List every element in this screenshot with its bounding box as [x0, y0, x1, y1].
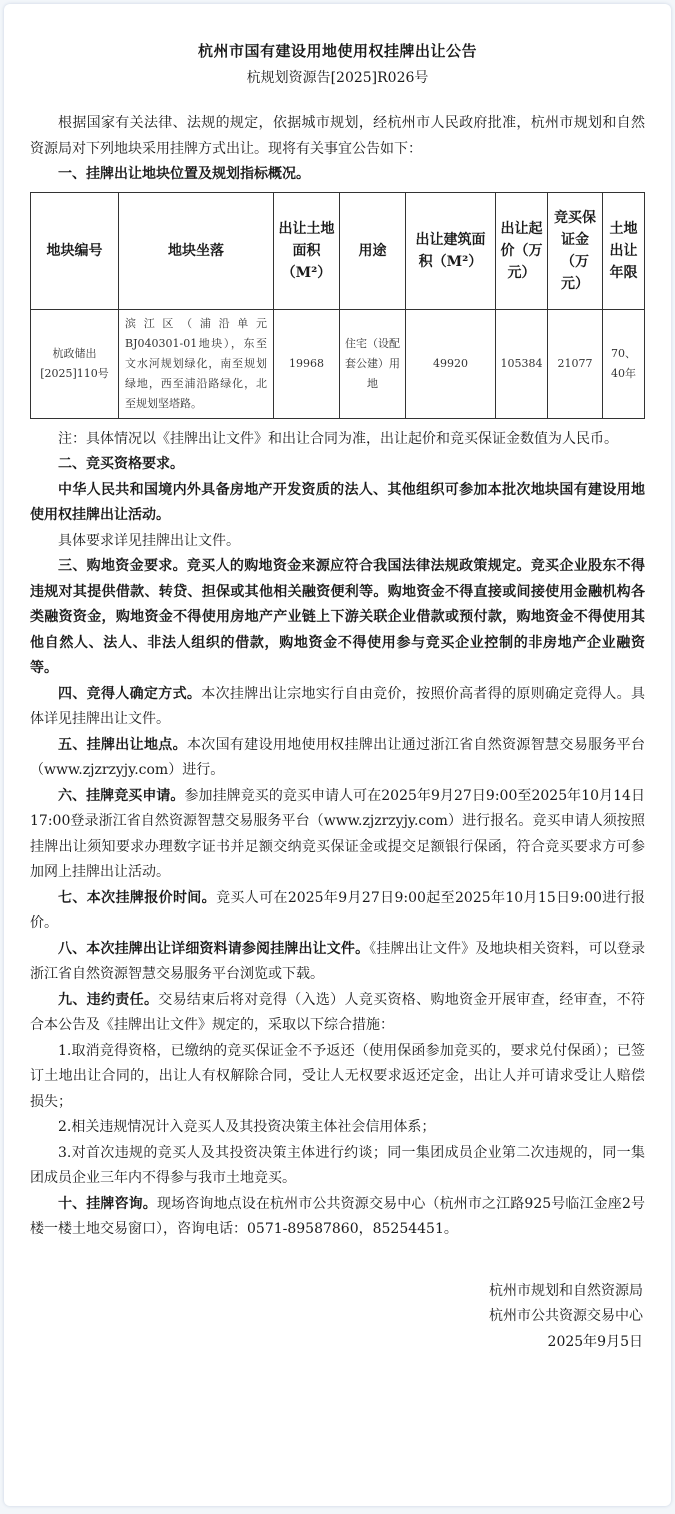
section-9-item-3: 3.对首次违规的竞买人及其投资决策主体进行约谈；同一集团成员企业第二次违规的，同一集团成员企业三年内不得参与我市土地竞买。: [30, 1144, 645, 1186]
cell-build-area: 49920: [406, 309, 496, 418]
section-5: [30, 733, 645, 784]
section-3: 三、购地资金要求。竞买人的购地资金来源应符合我国法律法规政策规定。竞买企业股东不得违规对其提供借款、转贷、担保或其他相关融资便利等。购地资金不得直接或间接使用金融机构各类融资资金，购地资金不得使用房地产产业链上下游关联企业借款或预付款，购地资金不得使用其他自然人、法人、非法人组织的借款，购地资金不得使用参与竞买企业控制的非房地产企业融资等。: [30, 558, 645, 676]
signature-block: [30, 1279, 645, 1356]
section-9-item-1: 1.取消竞得资格，已缴纳的竞买保证金不予返还（使用保函参加竞买的，要求兑付保函）；已签订土地出让合同的，出让人有权解除合同，受让人无权要求返还定金，出让人并可请求受让人赔偿损失；: [30, 1042, 645, 1110]
section-5-body: 本次国有建设用地使用权挂牌出让通过浙江省自然资源智慧交易服务平台（www.zjzrzyjy.com）进行。: [30, 736, 646, 778]
cell-land-area: 19968: [274, 309, 340, 418]
announcement-document: [4, 4, 671, 1506]
section-1-heading: 一、挂牌出让地块位置及规划指标概况。: [58, 166, 310, 182]
cell-term: 70、40年: [603, 309, 645, 418]
section-9-body: 交易结束后将对竞得（入选）人竞买资格、购地资金开展审查，经审查，不符合本公告及《挂牌出让文件》规定的，采取以下综合措施：: [30, 991, 646, 1033]
intro-paragraph: 根据国家有关法律、法规的规定，依据城市规划，经杭州市人民政府批准，杭州市规划和自然资源局对下列地块采用挂牌方式出让。现将有关事宜公告如下：: [30, 115, 645, 157]
header-build-area: 出让建筑面积（M²）: [406, 192, 496, 309]
document-number: 杭规划资源告[2025]R026号: [246, 70, 429, 86]
header-land-area: 出让土地面积（M²）: [274, 192, 340, 309]
signature-org-1: 杭州市规划和自然资源局: [489, 1282, 643, 1299]
section-9-item-2: 2.相关违规情况计入竞买人及其投资决策主体社会信用体系；: [58, 1119, 436, 1135]
signature-org-2: 杭州市公共资源交易中心: [489, 1308, 643, 1324]
section-6-body: 参加挂牌竞买的竞买申请人可在2025年9月27日9:00至2025年10月14日17:00登录浙江省自然资源智慧交易服务平台（www.zjzrzyjy.com）进行报名。竞买申请人须按照挂牌出让须知要求办理数字证书并足额交纳竞买保证金或提交足额银行保函，符合竞买要求方可参加网上挂牌出让活动。: [30, 787, 646, 880]
table-note: 注：具体情况以《挂牌出让文件》和出让合同为准，出让起价和竞买保证金数值为人民币。: [58, 430, 618, 447]
header-start-price: 出让起价（万元）: [496, 192, 548, 309]
header-location: 地块坐落: [119, 192, 274, 309]
header-use: 用途: [340, 192, 406, 309]
section-10-heading: 十、挂牌咨询。: [58, 1195, 157, 1212]
document-title: 杭州市国有建设用地使用权挂牌出让公告: [197, 42, 477, 60]
table-header-row: [31, 192, 645, 309]
section-2-detail: 具体要求详见挂牌出让文件。: [58, 532, 240, 549]
section-5-heading: 五、挂牌出让地点。: [58, 736, 187, 753]
header-parcel-id: 地块编号: [31, 192, 119, 309]
cell-use: 住宅（设配套公建）用地: [340, 309, 406, 418]
section-10: [30, 1192, 645, 1243]
table-row: [31, 309, 645, 418]
section-7: [30, 886, 645, 937]
section-2-heading: 二、竞买资格要求。: [58, 456, 184, 472]
section-6: [30, 784, 645, 886]
section-4-body: 本次挂牌出让宗地实行自由竞价，按照价高者得的原则确定竞得人。具体详见挂牌出让文件。: [30, 685, 645, 727]
section-7-body: 竞买人可在2025年9月27日9:00起至2025年10月15日9:00进行报价。: [30, 889, 646, 931]
cell-start-price: 105384: [496, 309, 548, 418]
section-8-body: 《挂牌出让文件》及地块相关资料，可以登录浙江省自然资源智慧交易服务平台浏览或下载。: [30, 940, 645, 982]
land-parcel-table: [30, 192, 645, 419]
section-7-heading: 七、本次挂牌报价时间。: [58, 889, 217, 906]
section-9: [30, 988, 645, 1039]
cell-location: 滨江区（浦沿单元BJ040301-01地块），东至文水河规划绿化，南至规划绿地，西至浦沿路绿化，北至规划坚塔路。: [119, 309, 274, 418]
section-9-heading: 九、违约责任。: [58, 991, 159, 1008]
cell-parcel-id: 杭政储出[2025]110号: [31, 309, 119, 418]
section-4: [30, 682, 645, 733]
section-6-heading: 六、挂牌竞买申请。: [58, 787, 185, 804]
signature-date: 2025年9月5日: [547, 1333, 643, 1350]
header-deposit: 竞买保证金（万元）: [548, 192, 603, 309]
section-4-heading: 四、竞得人确定方式。: [58, 685, 202, 702]
section-10-body: 现场咨询地点设在杭州市公共资源交易中心（杭州市之江路925号临江金座2号楼一楼土地交易窗口），咨询电话：0571-89587860，85254451。: [30, 1195, 645, 1237]
section-8-heading: 八、本次挂牌出让详细资料请参阅挂牌出让文件。: [58, 940, 370, 957]
header-term: 土地出让年限: [603, 192, 645, 309]
section-8: [30, 937, 645, 988]
section-2-body: 中华人民共和国境内外具备房地产开发资质的法人、其他组织可参加本批次地块国有建设用地使用权挂牌出让活动。: [30, 481, 645, 523]
cell-deposit: 21077: [548, 309, 603, 418]
